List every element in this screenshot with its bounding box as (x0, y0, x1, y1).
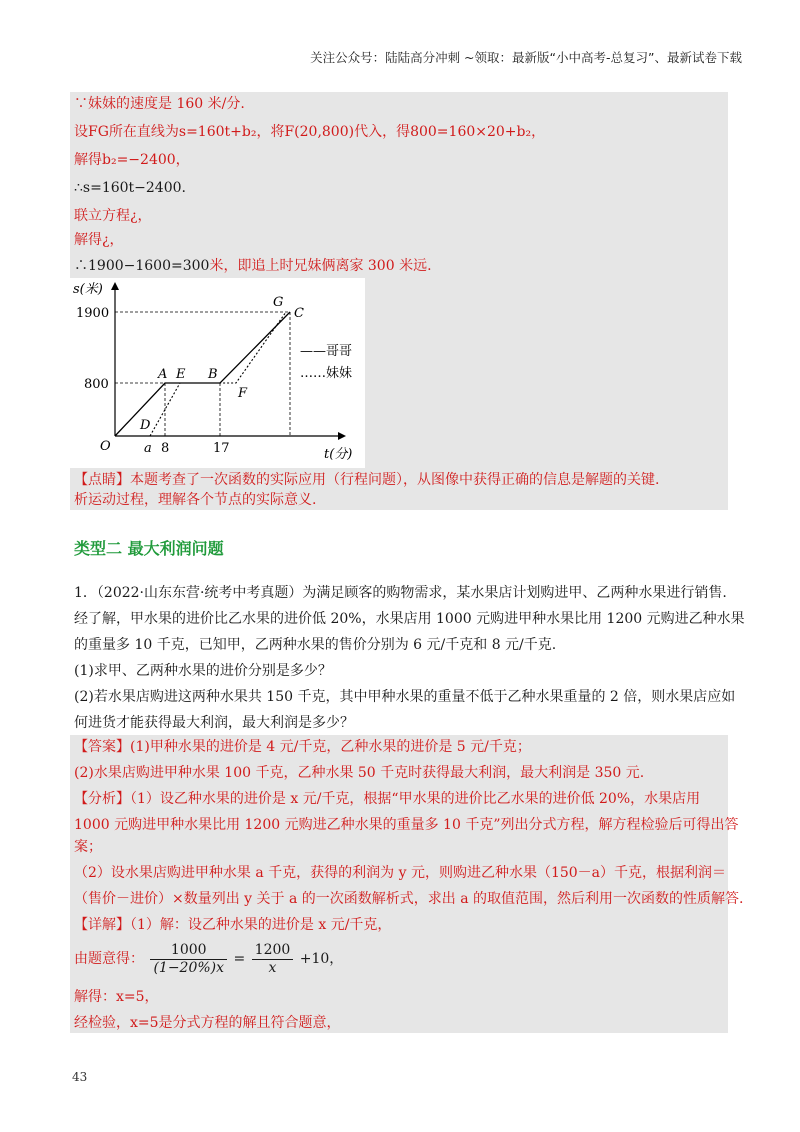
solution-line: ∴s=160t−2400. (74, 180, 186, 196)
distance-time-graph (70, 278, 365, 468)
problem-line: 1．（2022·山东东营·统考中考真题）为满足顾客的购物需求，某水果店计划购进甲、乙两种水果进行销售. (74, 585, 727, 601)
legend-sister: ……妹妹 (300, 366, 353, 381)
detail-line: 经检验，x=5是分式方程的解且符合题意， (74, 1015, 341, 1031)
page-header: 关注公众号：陆陆高分冲刺 ~领取：最新版“小中高考-总复习”、最新试卷下载 (310, 50, 742, 65)
analysis-line: 1000 元购进甲种水果比用 1200 元购进乙种水果的重量多 10 千克”列出分式方程，解方程检验后可得出答 (74, 817, 739, 833)
problem-line: 经了解，甲水果的进价比乙水果的进价低 20%，水果店用 1000 元购进甲种水果比用 1200 元购进乙种水果 (74, 611, 745, 627)
problem-line: (2)若水果店购进这两种水果共 150 千克，其中甲种水果的重量不低于乙种水果重量的 2 倍，则水果店应如 (74, 689, 736, 705)
solution-line: 设FG所在直线为s=160t+b₂，将F(20,800)代入，得800=160×20+b₂， (74, 124, 546, 140)
x-tick-a: a (144, 441, 152, 456)
comment-line: 析运动过程，理解各个节点的实际意义. (74, 492, 317, 508)
detail-line: 【详解】（1）解：设乙种水果的进价是 x 元/千克， (74, 917, 392, 933)
solution-line: ∵妹妹的速度是 160 米/分. (74, 96, 245, 112)
conclusion-text: 米，即追上时兄妹俩离家 300 米远. (209, 258, 432, 274)
origin-label: O (100, 439, 111, 454)
problem-line: 的重量多 10 千克，已知甲，乙两种水果的售价分别为 6 元/千克和 8 元/千克. (74, 637, 557, 653)
analysis-line: 【分析】（1）设乙种水果的进价是 x 元/千克，根据“甲水果的进价比乙水果的进价低 20%，水果店用 (74, 791, 701, 807)
comment-line: 【点睛】本题考查了一次函数的实际应用（行程问题），从图像中获得正确的信息是解题的关键. (74, 472, 660, 488)
fraction-left-denominator: (1−20%)x (153, 959, 225, 976)
point-e-label: E (176, 367, 186, 382)
y-axis-label: s(米) (73, 282, 103, 297)
section-title: 类型二 最大利润问题 (74, 539, 224, 558)
equation-suffix: +10， (299, 951, 344, 967)
point-d-label: D (140, 418, 151, 433)
fraction-right-numerator: 1200 (252, 942, 294, 960)
point-c-label: C (294, 306, 304, 321)
solution-line (74, 256, 728, 276)
x-axis-label: t(分) (324, 447, 353, 462)
equation-text: ∴1900−1600=300 (74, 258, 210, 274)
page-number: 43 (72, 1070, 88, 1084)
y-tick-800: 800 (84, 377, 109, 392)
point-b-label: B (208, 367, 218, 382)
fraction-left-numerator: 1000 (150, 942, 227, 960)
equation-line (74, 940, 728, 978)
problem-line: (1)求甲、乙两种水果的进价分别是多少？ (74, 663, 332, 679)
point-a-label: A (158, 367, 168, 382)
x-tick-17: 17 (213, 441, 230, 456)
problem-line: 何进货才能获得最大利润，最大利润是多少？ (74, 715, 354, 731)
analysis-line: （售价－进价）×数量列出 y 关于 a 的一次函数解析式，求出 a 的取值范围，然后利用一次函数的性质解答. (74, 891, 744, 907)
y-tick-1900: 1900 (76, 306, 110, 321)
solution-line: 联立方程¿， (74, 208, 152, 224)
equation-prefix: 由题意得： (74, 951, 144, 967)
point-g-label: G (273, 295, 284, 310)
fraction-right-denominator: x (268, 959, 277, 976)
fraction-right (252, 942, 294, 977)
analysis-line: （2）设水果店购进甲种水果 a 千克，获得的利润为 y 元，则购进乙种水果（150－a）千克，根据利润＝ (74, 865, 727, 881)
solution-line: 解得¿， (74, 232, 124, 248)
fraction-left (150, 942, 227, 977)
detail-line: 解得：x=5， (74, 989, 159, 1005)
answer-line: (2)水果店购进甲种水果 100 千克，乙种水果 50 千克时获得最大利润，最大利润是 350 元. (74, 765, 645, 781)
point-f-label: F (238, 386, 248, 401)
analysis-line: 案； (74, 839, 102, 855)
x-tick-8: 8 (161, 441, 170, 456)
solution-line: 解得b₂=−2400， (74, 152, 190, 168)
legend-brother: ——哥哥 (300, 344, 353, 359)
answer-line: 【答案】(1)甲种水果的进价是 4 元/千克，乙种水果的进价是 5 元/千克； (74, 739, 531, 755)
equals-sign: = (233, 951, 246, 967)
